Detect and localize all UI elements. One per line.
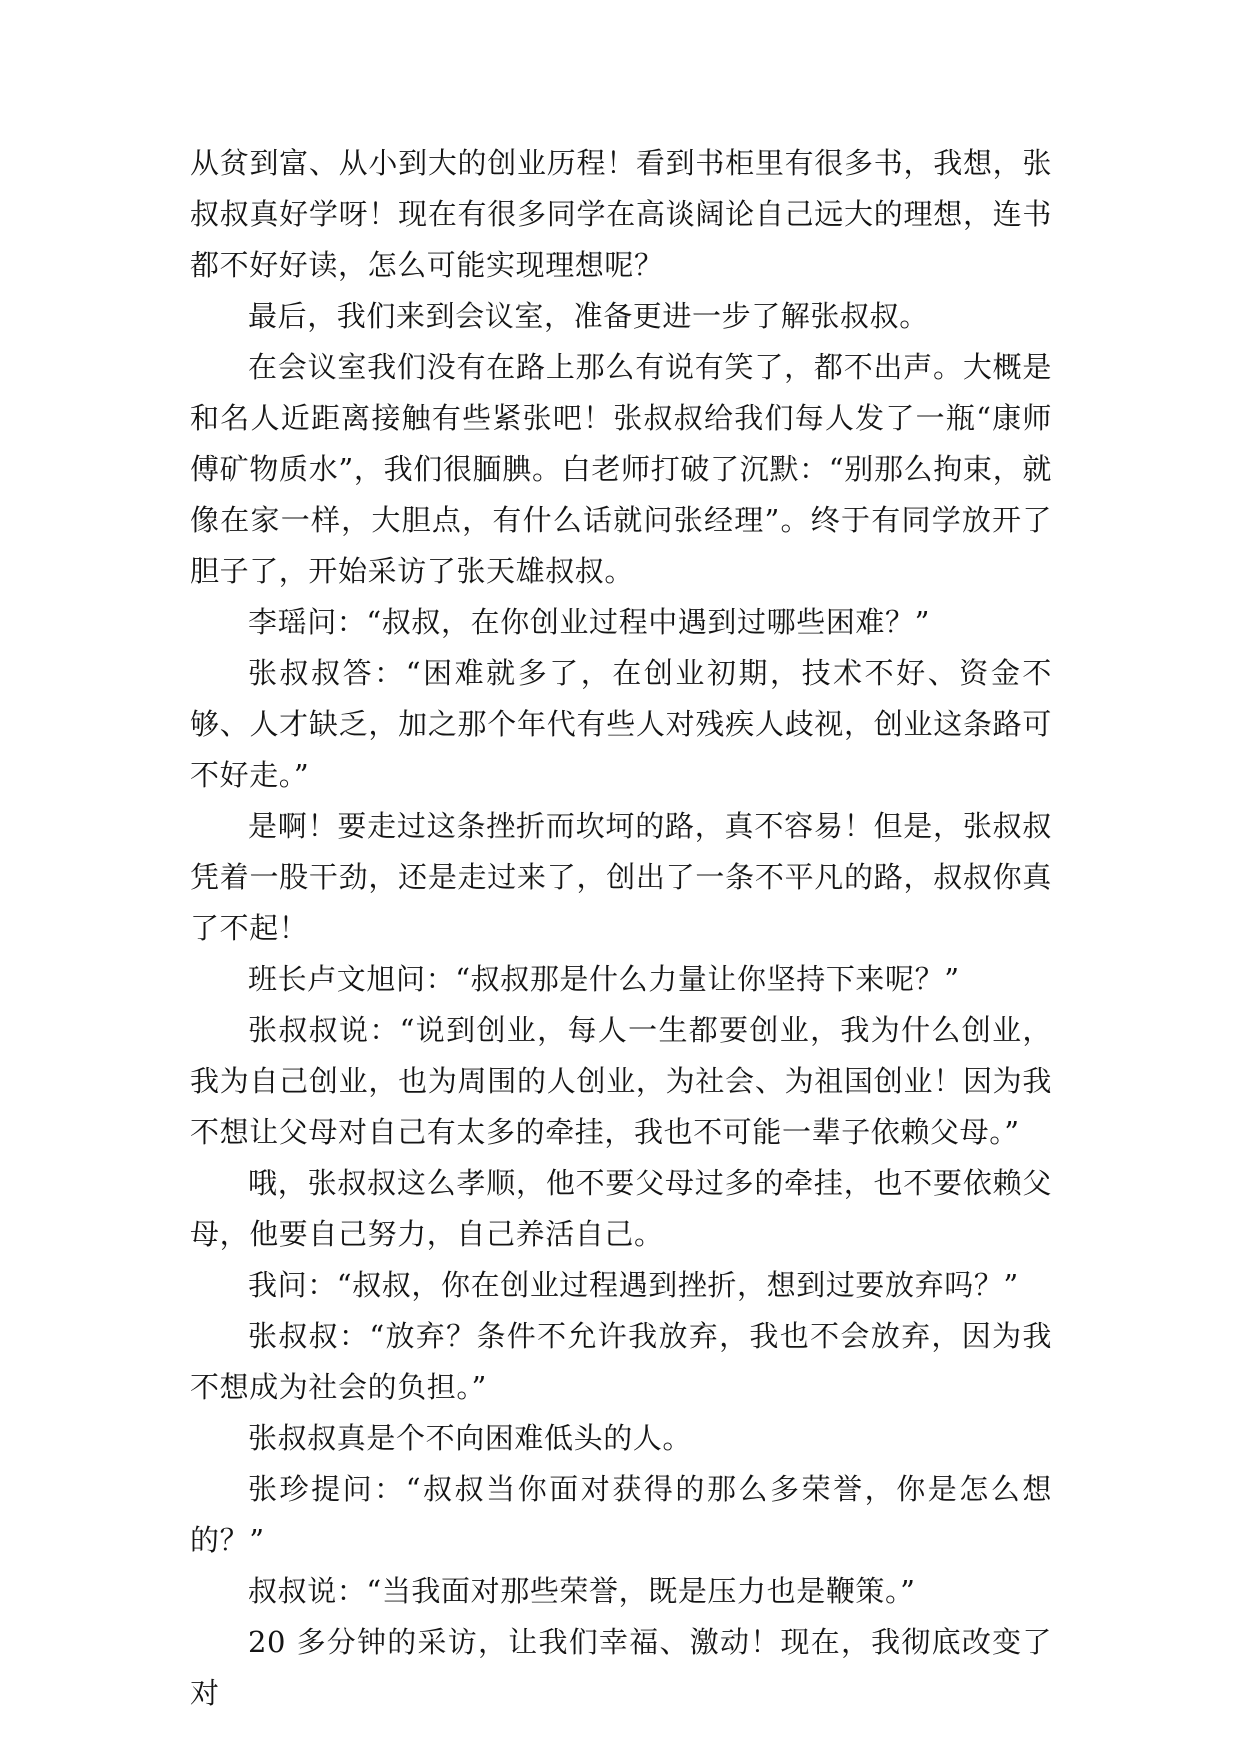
paragraph-6: 是啊！要走过这条挫折而坎坷的路，真不容易！但是，张叔叔凭着一股干劲，还是走过来了，创出了一条不平凡的路，叔叔你真了不起！ [190, 809, 1052, 945]
paragraph-12: 张叔叔真是个不向困难低头的人。 [248, 1421, 693, 1455]
paragraph-10: 我问：“叔叔，你在创业过程遇到挫折，想到过要放弃吗？” [248, 1268, 1019, 1302]
paragraph-7: 班长卢文旭问：“叔叔那是什么力量让你坚持下来呢？” [248, 962, 960, 996]
paragraph-2: 最后，我们来到会议室，准备更进一步了解张叔叔。 [248, 299, 929, 333]
paragraph-13: 张珍提问：“叔叔当你面对获得的那么多荣誉，你是怎么想的？” [190, 1472, 1052, 1557]
paragraph-3: 在会议室我们没有在路上那么有说有笑了，都不出声。大概是和名人近距离接触有些紧张吧！张叔叔给我们每人发了一瓶“康师傅矿物质水”，我们很腼腆。白老师打破了沉默：“别那么拘束，就像在家一样，大胆点，有什么话就问张经理”。终于有同学放开了胆子了，开始采访了张天雄叔叔。 [190, 350, 1052, 588]
paragraph-1: 从贫到富、从小到大的创业历程！看到书柜里有很多书，我想，张叔叔真好学呀！现在有很多同学在高谈阔论自己远大的理想，连书都不好好读，怎么可能实现理想呢？ [190, 146, 1052, 282]
paragraph-14: 叔叔说：“当我面对那些荣誉，既是压力也是鞭策。” [248, 1574, 916, 1608]
body-text [190, 138, 1052, 1719]
paragraph-8: 张叔叔说：“说到创业，每人一生都要创业，我为什么创业，我为自己创业，也为周围的人创业，为社会、为祖国创业！因为我不想让父母对自己有太多的牵挂，我也不可能一辈子依赖父母。” [190, 1013, 1052, 1149]
paragraph-11: 张叔叔：“放弃？条件不允许我放弃，我也不会放弃，因为我不想成为社会的负担。” [190, 1319, 1052, 1404]
paragraph-5: 张叔叔答：“困难就多了，在创业初期，技术不好、资金不够、人才缺乏，加之那个年代有些人对残疾人歧视，创业这条路可不好走。” [190, 656, 1052, 792]
paragraph-4: 李瑶问：“叔叔，在你创业过程中遇到过哪些困难？” [248, 605, 931, 639]
paragraph-9: 哦，张叔叔这么孝顺，他不要父母过多的牵挂，也不要依赖父母，他要自己努力，自己养活自己。 [190, 1166, 1052, 1251]
paragraph-15: 20 多分钟的采访，让我们幸福、激动！现在，我彻底改变了对 [190, 1625, 1052, 1710]
